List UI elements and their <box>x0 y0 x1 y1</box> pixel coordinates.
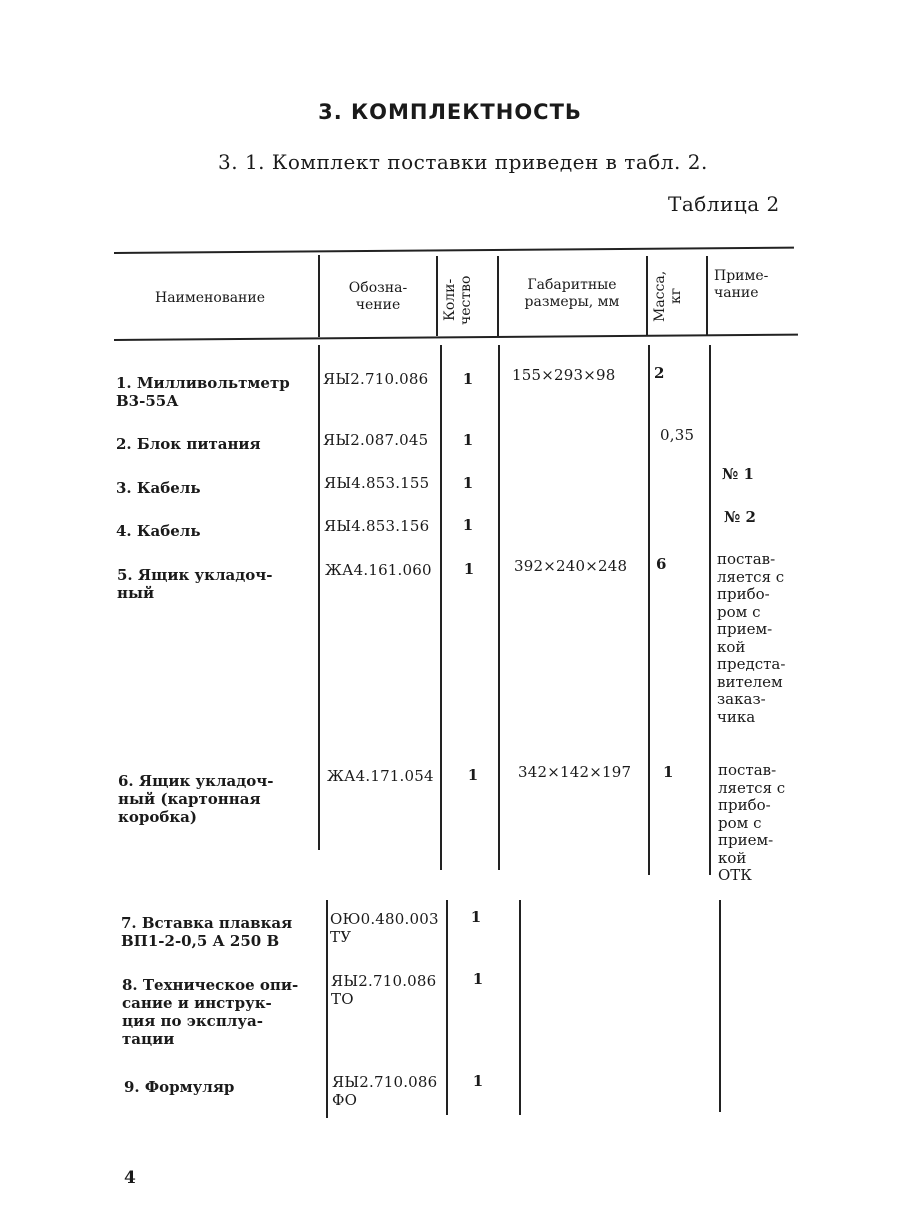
table-row-designation: ЯЫ2.087.045 <box>323 431 429 449</box>
table-row-designation: ЯЫ4.853.155 <box>324 474 430 492</box>
table-row-note: постав- ляется с прибо- ром с прием- кой предста- вителем заказ- чика <box>717 550 786 726</box>
table-row-mass: 2 <box>654 364 665 382</box>
table-row-quantity: 1 <box>467 766 479 784</box>
table-row-designation: ЯЫ2.710.086 ТО <box>331 972 437 1008</box>
table-row-name: 2. Блок питания <box>116 435 261 453</box>
table-row-name: 4. Кабель <box>116 522 201 540</box>
table-top-rule <box>114 247 794 254</box>
table-row-name: 9. Формуляр <box>124 1078 235 1096</box>
table-row-designation: ЯЫ2.710.086 <box>323 370 429 388</box>
table-row-dimensions: 392×240×248 <box>514 557 628 575</box>
column-header-note: Приме- чание <box>714 268 769 301</box>
intro-paragraph: 3. 1. Комплект поставки приведен в табл. 2. <box>218 150 708 174</box>
table-row-designation: ЖА4.161.060 <box>325 561 432 579</box>
column-divider <box>436 256 438 336</box>
table-row-name: 5. Ящик укладоч- ный <box>117 566 273 602</box>
table-row-name: 6. Ящик укладоч- ный (картонная коробка) <box>118 772 274 826</box>
column-divider <box>498 345 500 870</box>
table-row-mass: 0,35 <box>660 426 695 444</box>
column-header-mass: Масса, кг <box>652 270 684 322</box>
table-row-quantity: 1 <box>472 1072 484 1090</box>
column-header-quantity: Коли- чество <box>442 275 474 325</box>
section-heading: 3. КОМПЛЕКТНОСТЬ <box>318 100 582 124</box>
table-row-designation: ЯЫ2.710.086 ФО <box>332 1073 438 1109</box>
column-divider <box>440 345 442 870</box>
column-header-dimensions: Габаритные размеры, мм <box>524 277 620 310</box>
table-row-mass: 6 <box>656 555 667 573</box>
table-row-quantity: 1 <box>462 474 474 492</box>
table-row-dimensions: 342×142×197 <box>518 763 632 781</box>
table-row-mass: 1 <box>663 763 674 781</box>
column-divider <box>318 345 320 850</box>
table-caption: Таблица 2 <box>668 192 780 216</box>
column-divider <box>648 345 650 875</box>
table-row-quantity: 1 <box>462 431 474 449</box>
table-row-designation: ЖА4.171.054 <box>327 767 434 785</box>
table-row-dimensions: 155×293×98 <box>512 366 616 384</box>
table-row-name: 1. Милливольтметр В3-55А <box>116 374 290 410</box>
table-row-quantity: 1 <box>462 516 474 534</box>
table-row-designation: ЯЫ4.853.156 <box>324 517 430 535</box>
table-row-note: постав- ляется с прибо- ром с прием- кой ОТК <box>718 761 786 884</box>
table-row-note: № 1 <box>722 465 754 483</box>
column-divider <box>318 255 320 337</box>
table-row-quantity: 1 <box>470 908 482 926</box>
table-row-note: № 2 <box>724 508 756 526</box>
column-divider <box>719 900 721 1112</box>
table-row-designation: ОЮ0.480.003 ТУ <box>330 910 439 946</box>
column-divider <box>709 345 711 875</box>
column-divider <box>446 900 448 1115</box>
table-row-quantity: 1 <box>472 970 484 988</box>
table-row-name: 7. Вставка плавкая ВП1-2-0,5 А 250 В <box>121 914 293 950</box>
table-row-quantity: 1 <box>462 370 474 388</box>
table-row-name: 3. Кабель <box>116 479 201 497</box>
column-divider <box>646 256 648 336</box>
column-divider <box>497 256 499 336</box>
column-divider <box>326 900 328 1118</box>
table-row-name: 8. Техническое опи- сание и инструк- ция по эксплуа- тации <box>122 976 299 1048</box>
table-row-quantity: 1 <box>463 560 475 578</box>
column-header-name: Наименование <box>155 290 265 306</box>
page-number: 4 <box>124 1168 136 1188</box>
column-divider <box>519 900 521 1115</box>
column-header-designation: Обозна- чение <box>348 280 408 313</box>
